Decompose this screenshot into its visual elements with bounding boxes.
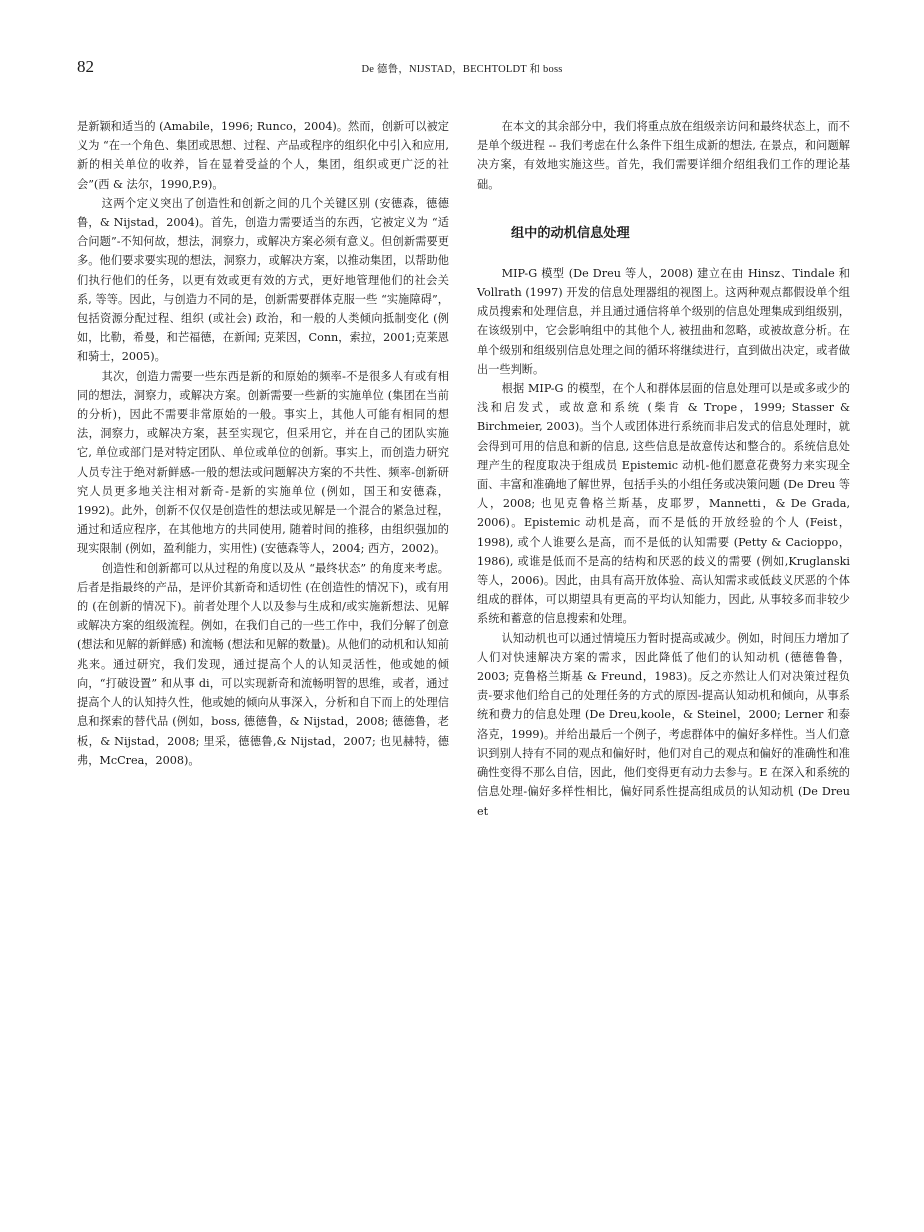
section-heading: 组中的动机信息处理 [511,225,630,241]
paragraph-continuation: 是新颖和适当的 (Amabile，1996; Runco，2004)。然而，创新可以被定义为 “在一个角色、集团或思想、过程、产品或程序的组织化中引入和应用, 新的相关单位的收养，旨在显着受益的个人，集团，组织或更广泛的社会”(西 & 法尔，1990,P.9)。 [77,120,449,191]
paragraph-epistemic-motivation: 根据 MIP-G 的模型，在个人和群体层面的信息处理可以是或多或少的浅和启发式，或故意和系统 (柴肯 & Trope，1999; Stasser & Birchmeier, 2003)。当个人或团体进行系统而非启发式的信息处理时，就会得到可用的信息和新的信息, 这些信息是故意传达和整合的。系统信息处理产生的程度取决于组成员 Epistemic 动机-他们愿意花费努力来实现全面、丰富和准确地了解世界，包括手头的小组任务或决策问题 (De Dreu 等人，2008; 也见克鲁格兰斯基，皮耶罗，Mannetti，& De Grada, 2006)。Epistemic 动机是高，而不是低的开放经验的个人 (Feist，1998), 或个人谁要么是高，而不是低的认知需要 (Petty & Cacioppo，1986), 或谁是低而不是高的结构和厌恶的歧义的需要 (例如,Kruglanski 等人，2006)。因此，由具有高开放体验、高认知需求或低歧义厌恶的个体组成的群体，可以期望具有更高的平均认知能力，因此, 从事较多而非较少系统和蓄意的信息搜索和处理。 [477,382,850,626]
paragraph-mipg-model: MIP-G 模型 (De Dreu 等人，2008) 建立在由 Hinsz、Tindale 和 Vollrath (1997) 开发的信息处理器组的视图上。这两种观点都假设单个组成员搜索和处理信息，并且通过通信将单个级别的信息处理集成到组级别，在该级别中，它会影响组中的其他个人, 被扭曲和忽略，或被故意分析。在单个级别和组级别信息处理之间的循环将继续进行，直到做出决定，或者做出一些判断。 [477,266,850,376]
page-number: 82 [77,57,94,76]
paragraph-definitions-distinction: 这两个定义突出了创造性和创新之间的几个关键区别 (安德森，德德鲁，& Nijstad，2004)。首先，创造力需要适当的东西，它被定义为 “适合问题”-不知何故，想法，洞察力，或解决方案必须有意义。但创新需要更多。他们要求要实现的想法，洞察力，或解决方案，以推动集团，以帮助他们执行他们的任务，以更有效或更有效的方式，更好地管理他们的社会关系, 等等。因此，与创造力不同的是，创新需要群体克服一些 “实施障碍”，包括资源分配过程、组织 (或社会) 政治，和一般的人类倾向抵制变化 (例如，比勒，希曼，和芒福德，在新闻; 克莱因，Conn，索拉，2001;克莱恩和骑士，2005)。 [77,196,449,364]
paragraph-process-endstate: 创造性和创新都可以从过程的角度以及从 “最终状态” 的角度来考虑。后者是指最终的产品，是评价其新奇和适切性 (在创造性的情况下)，或有用的 (在创新的情况下)。前者处理个人以及参与生成和/或实施新想法、见解或解决方案的组级流程。例如，在我们自己的一些工作中，我们分解了创意 (想法和见解的新鲜感) 和流畅 (想法和见解的数量)。从他们的动机和认知前兆来。通过研究，我们发现，通过提高个人的认知灵活性，他或她的倾向，“打破设置” 和从事 di，可以实现新奇和流畅明智的思维，或者，通过提高个人的认知持久性，他或她的倾向从事深入，分析和自下而上的处理信息和探索的替代品 (例如，boss, 德德鲁，& Nijstad，2008; 德德鲁，老板，& Nijstad，2008; 里采，德德鲁,& Nijstad，2007; 也见赫特，德弗，McCrea，2008)。 [77,561,449,767]
right-column [477,117,850,821]
running-head: De 德鲁，NIJSTAD，BECHTOLDT 和 boss [361,64,563,75]
paragraph-novelty: 其次，创造力需要一些东西是新的和原始的频率-不是很多人有或有相同的想法，洞察力，或解决方案。创新需要一些新的实施单位 (集团在当前的分析)，因此不需要非常原始的一般。事实上，其他人可能有相同的想法，洞察力，或解决方案，甚至实现它，但采用它，并在自己的团队实施它, 单位或部门是对特定团队、单位或单位的创新。事实上，而创造力研究人员专注于绝对新鲜感-一般的想法或问题解决方案的不共性、频率-创新研究人员更多地关注相对新奇-是新的实施单位 (例如，国王和安德森，1992)。此外，创新不仅仅是创造性的想法或见解是一个混合的紧急过程，通过和适应程序，在其他地方的共同使用, 随着时间的推移，由组织强加的现实限制 (例如，盈利能力，实用性) (安德森等人，2004; 西方，2002)。 [77,369,449,556]
left-column [77,117,449,770]
paragraph-situational-pressure: 认知动机也可以通过情境压力暂时提高或减少。例如，时间压力增加了人们对快速解决方案的需求，因此降低了他们的认知动机 (德德鲁鲁，2003; 克鲁格兰斯基 & Freund，1983)。反之亦然让人们对决策过程负责-要求他们给自己的处理任务的方式的原因-提高认知动机和倾向，从事系统和费力的信息处理 (De Dreu,koole，& Steinel，2000; Lerner 和泰洛克，1999)。并给出最后一个例子，考虑群体中的偏好多样性。当人们意识到别人持有不同的观点和偏好时，他们对自己的观点和偏好的准确性和准确性变得不那么自信，因此，他们变得更有动力去参与。E 在深入和系统的信息处理-偏好多样性相比，偏好同系性提高组成员的认知动机 (De Dreu et [477,631,850,818]
paragraph-intro: 在本文的其余部分中，我们将重点放在组级亲访问和最终状态上，而不是单个级进程 -- 我们考虑在什么条件下组生成新的想法, 在景点，和问题解决方案，有效地实施这些。首先，我们需要详细介绍组我们工作的理论基础。 [477,120,850,191]
